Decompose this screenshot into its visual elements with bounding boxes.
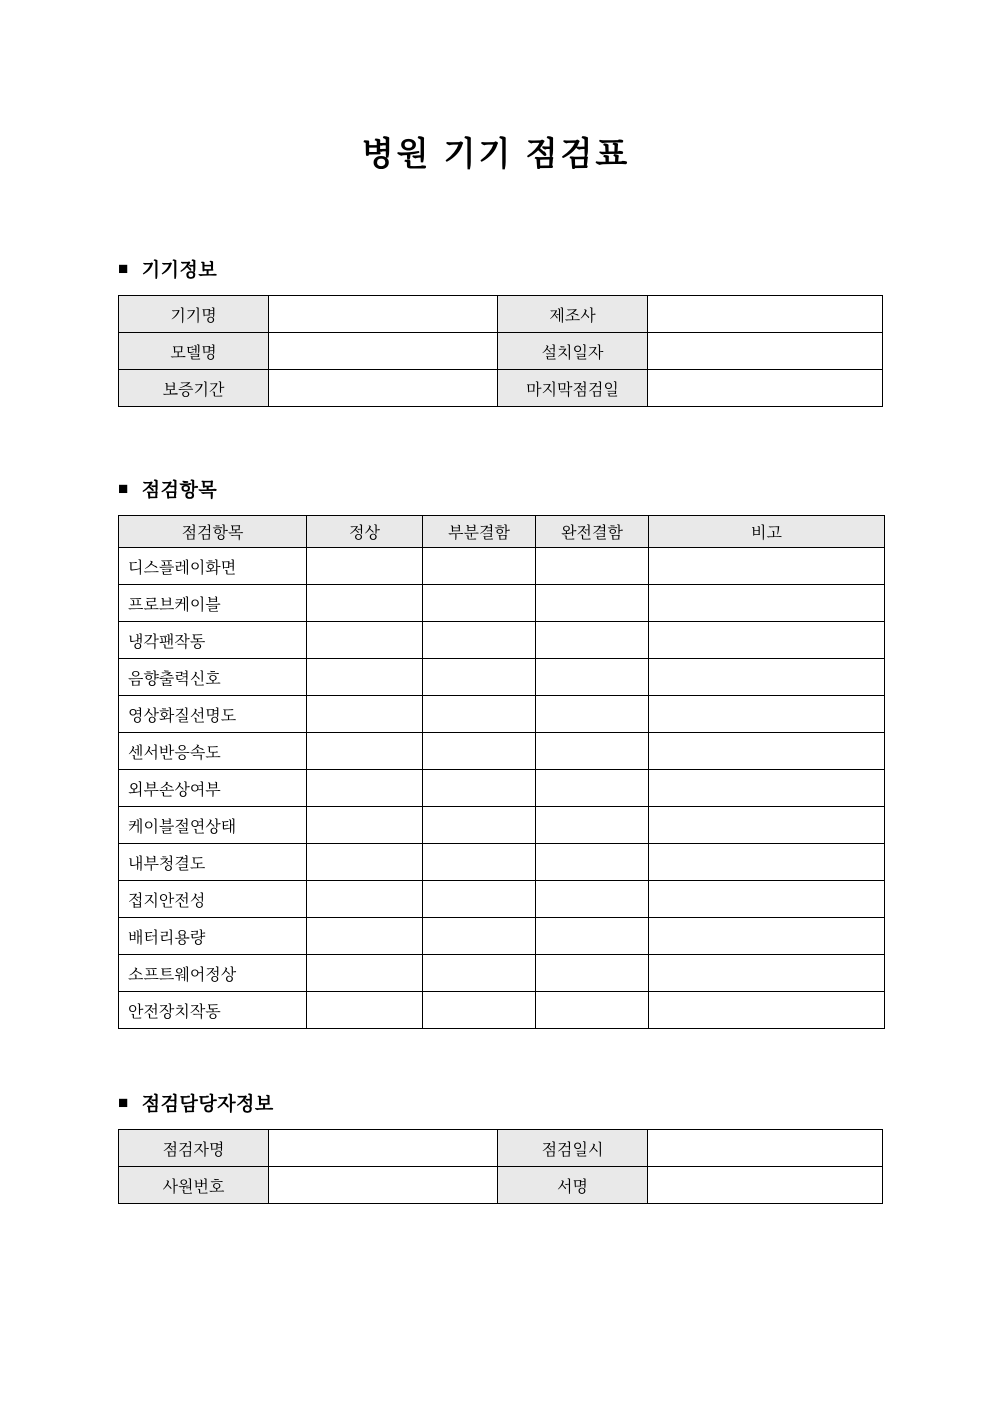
checklist-row [119,548,885,585]
status-normal-cell [307,622,423,659]
inspection-datetime-value-cell [648,1130,883,1167]
status-complete-defect-cell [536,696,649,733]
item-name-cell: 디스플레이화면 [119,548,307,585]
checklist-row [119,622,885,659]
inspection-datetime-label-cell: 점검일시 [498,1130,648,1167]
status-normal-cell [307,955,423,992]
status-normal-cell [307,918,423,955]
item-name-cell: 영상화질선명도 [119,696,307,733]
remarks-cell [649,622,885,659]
status-complete-defect-cell [536,918,649,955]
status-normal-cell [307,733,423,770]
device-info-table [118,295,883,407]
section-header-device-info [118,255,992,282]
item-name-cell: 배터리용량 [119,918,307,955]
install-date-label-cell: 설치일자 [498,333,648,370]
last-check-label-cell: 마지막점검일 [498,370,648,407]
status-complete-defect-cell [536,659,649,696]
section-title-device-info: 기기정보 [141,260,218,281]
item-name-cell: 접지안전성 [119,881,307,918]
status-partial-defect-cell [423,955,536,992]
status-normal-cell [307,696,423,733]
checklist-row [119,992,885,1029]
status-partial-defect-cell [423,622,536,659]
item-name-cell: 프로브케이블 [119,585,307,622]
remarks-cell [649,918,885,955]
status-partial-defect-cell [423,696,536,733]
signature-value-cell [648,1167,883,1204]
black-square-bullet: ■ [118,259,129,278]
status-normal-cell [307,881,423,918]
status-normal-cell [307,770,423,807]
table-row [119,296,883,333]
inspector-name-label-cell: 점검자명 [119,1130,269,1167]
remarks-cell [649,770,885,807]
checklist-row [119,844,885,881]
section-header-checklist [118,475,992,502]
page-title: 병원 기기 점검표 [361,135,631,172]
remarks-cell [649,585,885,622]
status-complete-defect-cell [536,548,649,585]
column-header-normal: 정상 [307,516,423,548]
black-square-bullet: ■ [118,1093,129,1112]
column-header-complete-defect: 완전결함 [536,516,649,548]
status-complete-defect-cell [536,881,649,918]
checklist-row [119,807,885,844]
table-row [119,1130,883,1167]
column-header-item: 점검항목 [119,516,307,548]
status-partial-defect-cell [423,918,536,955]
status-normal-cell [307,844,423,881]
item-name-cell: 음향출력신호 [119,659,307,696]
device-name-label-cell: 기기명 [119,296,269,333]
checklist-row [119,733,885,770]
remarks-cell [649,807,885,844]
status-normal-cell [307,807,423,844]
column-header-remarks: 비고 [649,516,885,548]
checklist-header-row [119,516,885,548]
status-normal-cell [307,992,423,1029]
employee-id-value-cell [269,1167,498,1204]
checklist-table [118,515,885,1029]
remarks-cell [649,696,885,733]
last-check-value-cell [648,370,883,407]
status-partial-defect-cell [423,733,536,770]
item-name-cell: 냉각팬작동 [119,622,307,659]
item-name-cell: 안전장치작동 [119,992,307,1029]
column-header-partial-defect: 부분결함 [423,516,536,548]
status-complete-defect-cell [536,844,649,881]
checklist-row [119,770,885,807]
checklist-row [119,955,885,992]
remarks-cell [649,659,885,696]
status-complete-defect-cell [536,585,649,622]
status-partial-defect-cell [423,992,536,1029]
item-name-cell: 케이블절연상태 [119,807,307,844]
remarks-cell [649,992,885,1029]
remarks-cell [649,881,885,918]
status-normal-cell [307,585,423,622]
status-partial-defect-cell [423,881,536,918]
status-normal-cell [307,659,423,696]
signature-label-cell: 서명 [498,1167,648,1204]
table-row [119,333,883,370]
status-normal-cell [307,548,423,585]
checklist-row [119,696,885,733]
table-row [119,1167,883,1204]
table-row [119,370,883,407]
manufacturer-value-cell [648,296,883,333]
status-partial-defect-cell [423,770,536,807]
inspector-name-value-cell [269,1130,498,1167]
status-complete-defect-cell [536,770,649,807]
checklist-row [119,585,885,622]
employee-id-label-cell: 사원번호 [119,1167,269,1204]
checklist-row [119,918,885,955]
section-title-checklist: 점검항목 [141,480,218,501]
item-name-cell: 센서반응속도 [119,733,307,770]
warranty-value-cell [269,370,498,407]
checklist-row [119,881,885,918]
model-name-label-cell: 모델명 [119,333,269,370]
model-name-value-cell [269,333,498,370]
remarks-cell [649,548,885,585]
section-title-inspector-info: 점검담당자정보 [141,1094,274,1115]
status-partial-defect-cell [423,585,536,622]
install-date-value-cell [648,333,883,370]
inspector-info-table [118,1129,883,1204]
status-partial-defect-cell [423,807,536,844]
status-partial-defect-cell [423,659,536,696]
section-header-inspector-info [118,1089,992,1116]
status-complete-defect-cell [536,622,649,659]
status-complete-defect-cell [536,807,649,844]
remarks-cell [649,733,885,770]
status-partial-defect-cell [423,844,536,881]
status-partial-defect-cell [423,548,536,585]
checklist-row [119,659,885,696]
status-complete-defect-cell [536,733,649,770]
warranty-label-cell: 보증기간 [119,370,269,407]
item-name-cell: 소프트웨어정상 [119,955,307,992]
remarks-cell [649,844,885,881]
black-square-bullet: ■ [118,479,129,498]
item-name-cell: 내부청결도 [119,844,307,881]
item-name-cell: 외부손상여부 [119,770,307,807]
status-complete-defect-cell [536,955,649,992]
device-name-value-cell [269,296,498,333]
status-complete-defect-cell [536,992,649,1029]
remarks-cell [649,955,885,992]
manufacturer-label-cell: 제조사 [498,296,648,333]
